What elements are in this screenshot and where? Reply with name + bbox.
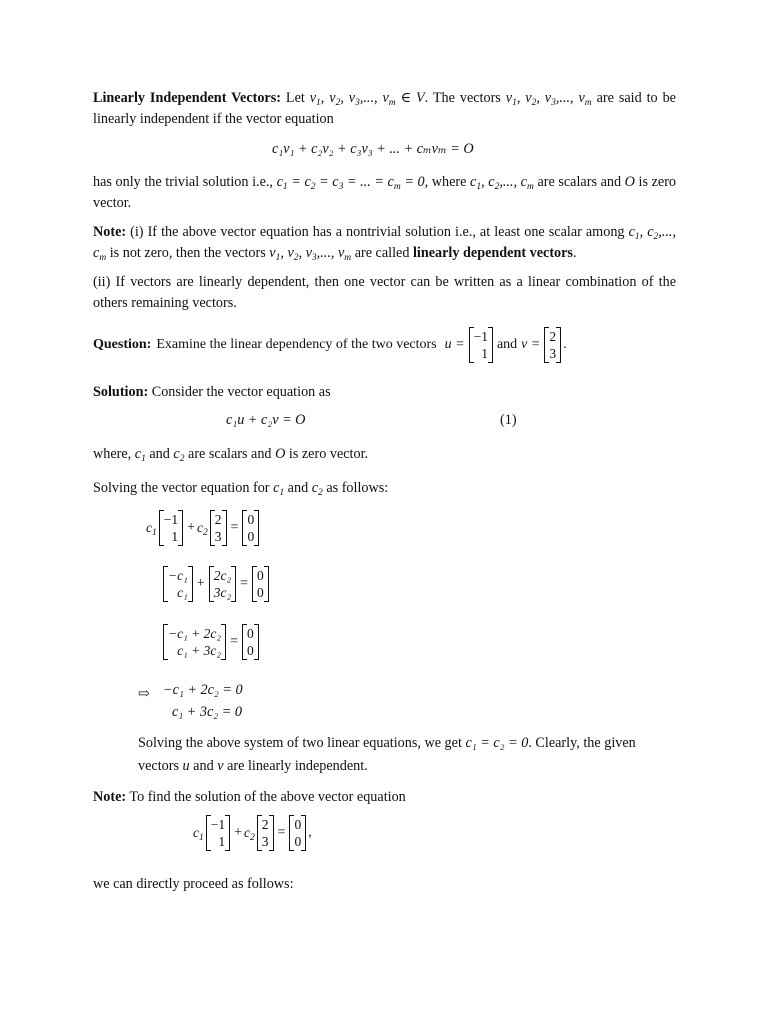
- matrix-cell: 3: [214, 529, 222, 544]
- note-dependent-paragraph: Note: (i) If the above vector equation has a nontrivial solution i.e., at least one scalar among $c_1$, $c_2$,..., $c_m$ is not zero, then the vectors $v_1$, $v_2$, $v_3$,..., $v_m$ are called linearly dependent vectors.: [93, 224, 676, 263]
- solving-text-3: as follows:: [326, 480, 389, 496]
- equation-1: c₁u + c₂v = O: [226, 412, 306, 428]
- step-3-equation: −c₁ + 2c₂ c₁ + 3c₂ = 0 0: [161, 624, 261, 660]
- note-2-line: [93, 787, 406, 807]
- note-text-1: (i) If the above vector equation has a nontrivial solution i.e., at least one scalar among: [130, 224, 625, 240]
- vector-v-matrix: [544, 327, 561, 363]
- note-2-end: we can directly proceed as follows:: [93, 876, 294, 892]
- matrix-cell: 3: [549, 346, 557, 361]
- note-2-equation: $c_1$ −1 1 + $c_2$ 2 3 = 0 0 ,: [193, 817, 312, 849]
- question-line: Question: Examine the linear dependency of the two vectors u = −1 1 and v = 2 3 .: [93, 329, 567, 361]
- matrix-cell: c₁ + 3c₂: [177, 643, 222, 658]
- note-label: Note:: [93, 224, 127, 240]
- def-text-3: are said to: [596, 90, 658, 106]
- matrix-cell: c₁: [177, 585, 188, 600]
- system-eq-2: c₁ + 3c₂ = 0: [172, 704, 242, 720]
- note-text-3: are called: [354, 245, 410, 261]
- matrix-cell: 1: [481, 346, 488, 361]
- matrix-cell: 3: [261, 834, 269, 849]
- solving-text: Solving the vector equation for: [93, 480, 270, 496]
- question-text: Examine the linear dependency of the two vectors: [156, 337, 437, 352]
- matrix-cell: −1: [473, 329, 488, 344]
- matrix-cell: 2c₂: [213, 568, 232, 583]
- conclusion-text-3: vectors: [138, 758, 179, 774]
- matrix-cell: −1: [163, 512, 179, 527]
- where-line: where, $c_1$ and $c_2$ are scalars and O is zero vector.: [93, 446, 369, 464]
- u-label: u =: [444, 337, 465, 352]
- matrix-cell: −1: [210, 817, 226, 832]
- where-text-4: is zero vector.: [288, 446, 369, 462]
- note-2-label: Note:: [93, 789, 127, 805]
- solution-label: Solution:: [93, 384, 149, 400]
- question-label: Question:: [93, 337, 152, 352]
- solving-line: Solving the vector equation for $c_1$ and $c_2$ as follows:: [93, 480, 389, 498]
- conclusion-line-2: vectors u and v are linearly independent.: [138, 758, 368, 774]
- def-text-7: are scalars and: [537, 174, 622, 190]
- note-2-text: To find the solution of the above vector equation: [129, 789, 406, 805]
- matrix-cell: 0: [247, 626, 254, 641]
- note-bold-term: linearly dependent vectors: [412, 245, 573, 261]
- where-text: where,: [93, 446, 132, 462]
- v-label: v =: [521, 337, 541, 352]
- def-text-1: Let: [285, 90, 305, 106]
- def-text-4: be linearly independent if the vector equation: [93, 90, 676, 127]
- definition-paragraph: Linearly Independent Vectors: Let $v_1$, $v_2$, $v_3$,..., $v_m$ ∈ V. The vectors $v_1$, $v_2$, $v_3$,..., $v_m$ are said to be linearly independent if the vector equation: [93, 90, 676, 127]
- matrix-cell: 2: [261, 817, 269, 832]
- where-text-2: and: [149, 446, 170, 462]
- implies-arrow: ⇨: [138, 686, 150, 702]
- conclusion-text-4: and: [193, 758, 214, 774]
- conclusion-text-2: . Clearly, the given: [528, 735, 636, 751]
- trivial-solution-paragraph: has only the trivial solution i.e., $c_1 = c_2 = c_3$ = ... = $c_m = 0$, where $c_1$, $c_2$,..., $c_m$ are scalars and O is zero vector.: [93, 174, 677, 211]
- matrix-cell: 1: [218, 834, 226, 849]
- and-text: and: [496, 337, 518, 352]
- step-1-equation: $c_1$ −1 1 + $c_2$ 2 3 = 0 0: [146, 510, 261, 546]
- matrix-cell: 0: [247, 643, 254, 658]
- matrix-cell: 0: [247, 512, 255, 527]
- matrix-cell: 2: [549, 329, 557, 344]
- definition-heading: Linearly Independent Vectors:: [93, 90, 281, 106]
- equation-1-number: (1): [500, 412, 517, 428]
- solving-text-2: and: [287, 480, 309, 496]
- system-eq-1: −c₁ + 2c₂ = 0: [163, 682, 243, 698]
- matrix-cell: −c₁ + 2c₂: [168, 626, 222, 641]
- definition-equation: c₁v₁ + c₂v₂ + c₃v₃ + ... + cₘvₘ = O: [272, 141, 474, 157]
- conclusion-text-5: are linearly independent.: [227, 758, 368, 774]
- matrix-cell: 0: [247, 529, 255, 544]
- matrix-cell: 0: [294, 834, 302, 849]
- matrix-cell: 3c₂: [213, 585, 232, 600]
- matrix-cell: 0: [257, 568, 264, 583]
- conclusion-line-1: [138, 733, 636, 753]
- matrix-cell: 0: [294, 817, 302, 832]
- vector-u-matrix: [469, 327, 493, 363]
- def-text-6: , where: [424, 174, 467, 190]
- matrix-cell: −c₁: [168, 568, 188, 583]
- solution-line: [93, 382, 331, 402]
- matrix-cell: 0: [257, 585, 264, 600]
- conclusion-text: Solving the above system of two linear equations, we get: [138, 735, 462, 751]
- solution-text: Consider the vector equation as: [151, 384, 331, 400]
- note-combination-paragraph: (ii) If vectors are linearly dependent, then one vector can be written as a linear combination of the others remaining vectors.: [93, 274, 676, 311]
- matrix-cell: 2: [214, 512, 222, 527]
- def-text-2: . The vectors: [424, 90, 501, 106]
- def-text-5: has only the trivial solution i.e.,: [93, 174, 273, 190]
- where-text-3: are scalars and: [188, 446, 272, 462]
- conclusion-eq: c₁ = c₂ = 0: [465, 735, 529, 751]
- def-text-8: is zero vector.: [93, 174, 677, 211]
- note-text-2: is not zero, then the vectors: [109, 245, 266, 261]
- matrix-cell: 1: [171, 529, 179, 544]
- step-2-equation: −c₁ c₁ + 2c₂ 3c₂ = 0 0: [161, 566, 271, 602]
